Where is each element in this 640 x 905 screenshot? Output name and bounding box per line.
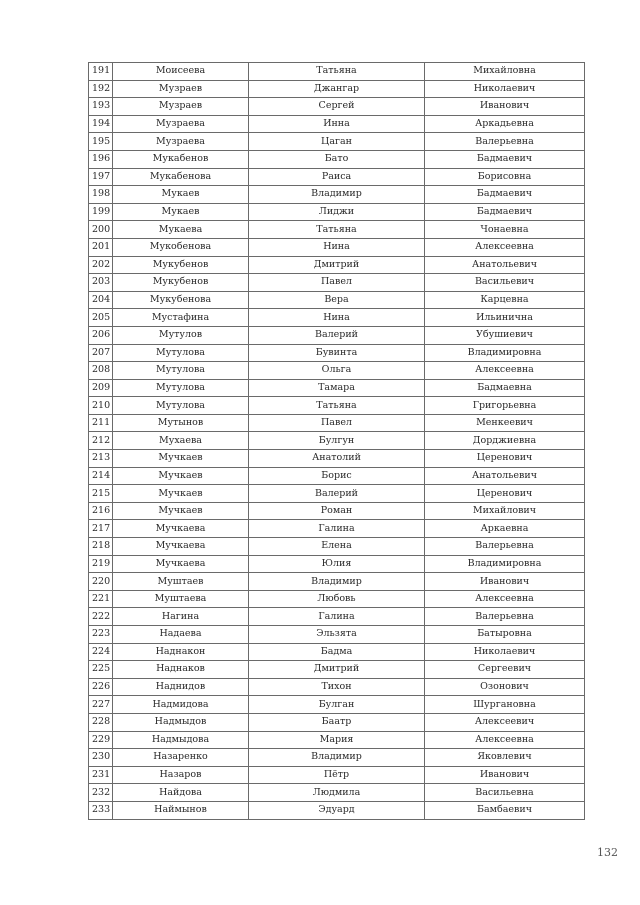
patronymic-cell: Григорьевна: [425, 397, 585, 415]
table-row: [89, 661, 585, 679]
row-number-cell: 208: [89, 362, 113, 380]
table-row: [89, 713, 585, 731]
first-name-cell: Инна: [249, 115, 425, 133]
row-number-cell: 219: [89, 555, 113, 573]
surname-cell: Мутулов: [113, 326, 249, 344]
surname-cell: Мутулова: [113, 344, 249, 362]
patronymic-cell: Бадмаевич: [425, 203, 585, 221]
row-number-cell: 209: [89, 379, 113, 397]
surname-cell: Мучкаев: [113, 450, 249, 468]
row-number-cell: 195: [89, 133, 113, 151]
patronymic-cell: Васильевич: [425, 274, 585, 292]
patronymic-cell: Бадмаевна: [425, 379, 585, 397]
surname-cell: Наймынов: [113, 801, 249, 819]
table-row: [89, 590, 585, 608]
first-name-cell: Роман: [249, 502, 425, 520]
patronymic-cell: Церенович: [425, 485, 585, 503]
row-number-cell: 203: [89, 274, 113, 292]
first-name-cell: Бадма: [249, 643, 425, 661]
first-name-cell: Павел: [249, 414, 425, 432]
table-row: [89, 98, 585, 116]
row-number-cell: 232: [89, 784, 113, 802]
table-row: [89, 115, 585, 133]
surname-cell: Мукубенов: [113, 274, 249, 292]
surname-cell: Мукаев: [113, 186, 249, 204]
surname-cell: Музраева: [113, 115, 249, 133]
first-name-cell: Эдуард: [249, 801, 425, 819]
patronymic-cell: Ильинична: [425, 309, 585, 327]
first-name-cell: Татьяна: [249, 63, 425, 81]
table-row: [89, 397, 585, 415]
first-name-cell: Эльзята: [249, 626, 425, 644]
patronymic-cell: Владимировна: [425, 555, 585, 573]
surname-cell: Мукубенов: [113, 256, 249, 274]
surname-cell: Муштаева: [113, 590, 249, 608]
row-number-cell: 213: [89, 450, 113, 468]
table-row: [89, 133, 585, 151]
first-name-cell: Баатр: [249, 713, 425, 731]
row-number-cell: 206: [89, 326, 113, 344]
names-table: [88, 62, 585, 820]
row-number-cell: 225: [89, 661, 113, 679]
row-number-cell: 218: [89, 538, 113, 556]
row-number-cell: 222: [89, 608, 113, 626]
patronymic-cell: Церенович: [425, 450, 585, 468]
row-number-cell: 207: [89, 344, 113, 362]
patronymic-cell: Менкеевич: [425, 414, 585, 432]
first-name-cell: Анатолий: [249, 450, 425, 468]
first-name-cell: Булган: [249, 696, 425, 714]
surname-cell: Музраева: [113, 133, 249, 151]
row-number-cell: 231: [89, 766, 113, 784]
names-table-body: [89, 63, 585, 820]
first-name-cell: Вера: [249, 291, 425, 309]
table-row: [89, 362, 585, 380]
surname-cell: Надмыдова: [113, 731, 249, 749]
first-name-cell: Дмитрий: [249, 256, 425, 274]
surname-cell: Мукубенова: [113, 291, 249, 309]
table-row: [89, 626, 585, 644]
patronymic-cell: Иванович: [425, 766, 585, 784]
patronymic-cell: Валерьевна: [425, 133, 585, 151]
row-number-cell: 214: [89, 467, 113, 485]
surname-cell: Мучкаева: [113, 520, 249, 538]
row-number-cell: 212: [89, 432, 113, 450]
row-number-cell: 217: [89, 520, 113, 538]
table-row: [89, 80, 585, 98]
first-name-cell: Бувинта: [249, 344, 425, 362]
patronymic-cell: Озонович: [425, 678, 585, 696]
row-number-cell: 204: [89, 291, 113, 309]
surname-cell: Мустафина: [113, 309, 249, 327]
row-number-cell: 210: [89, 397, 113, 415]
table-row: [89, 344, 585, 362]
patronymic-cell: Аркадьевна: [425, 115, 585, 133]
patronymic-cell: Бадмаевич: [425, 186, 585, 204]
table-row: [89, 168, 585, 186]
surname-cell: Наднидов: [113, 678, 249, 696]
surname-cell: Мукаева: [113, 221, 249, 239]
table-row: [89, 379, 585, 397]
first-name-cell: Тамара: [249, 379, 425, 397]
patronymic-cell: Алексеевич: [425, 713, 585, 731]
surname-cell: Мутулова: [113, 379, 249, 397]
row-number-cell: 199: [89, 203, 113, 221]
patronymic-cell: Михайловна: [425, 63, 585, 81]
surname-cell: Моисеева: [113, 63, 249, 81]
table-row: [89, 63, 585, 81]
table-row: [89, 731, 585, 749]
row-number-cell: 224: [89, 643, 113, 661]
table-row: [89, 291, 585, 309]
table-row: [89, 467, 585, 485]
patronymic-cell: Алексеевна: [425, 590, 585, 608]
patronymic-cell: Николаевич: [425, 80, 585, 98]
row-number-cell: 201: [89, 238, 113, 256]
first-name-cell: Павел: [249, 274, 425, 292]
row-number-cell: 233: [89, 801, 113, 819]
patronymic-cell: Васильевна: [425, 784, 585, 802]
row-number-cell: 205: [89, 309, 113, 327]
surname-cell: Надаева: [113, 626, 249, 644]
surname-cell: Надмыдов: [113, 713, 249, 731]
table-row: [89, 186, 585, 204]
table-row: [89, 485, 585, 503]
first-name-cell: Раиса: [249, 168, 425, 186]
patronymic-cell: Анатольевич: [425, 467, 585, 485]
row-number-cell: 221: [89, 590, 113, 608]
table-row: [89, 696, 585, 714]
table-row: [89, 678, 585, 696]
first-name-cell: Любовь: [249, 590, 425, 608]
table-row: [89, 256, 585, 274]
first-name-cell: Мария: [249, 731, 425, 749]
patronymic-cell: Батыровна: [425, 626, 585, 644]
surname-cell: Мутулова: [113, 397, 249, 415]
first-name-cell: Борис: [249, 467, 425, 485]
table-row: [89, 766, 585, 784]
surname-cell: Найдова: [113, 784, 249, 802]
table-row: [89, 203, 585, 221]
first-name-cell: Цаган: [249, 133, 425, 151]
patronymic-cell: Аркаевна: [425, 520, 585, 538]
table-row: [89, 643, 585, 661]
first-name-cell: Дмитрий: [249, 661, 425, 679]
row-number-cell: 220: [89, 573, 113, 591]
table-row: [89, 274, 585, 292]
table-row: [89, 555, 585, 573]
surname-cell: Назаренко: [113, 749, 249, 767]
surname-cell: Мучкаев: [113, 502, 249, 520]
table-row: [89, 238, 585, 256]
first-name-cell: Татьяна: [249, 221, 425, 239]
surname-cell: Мукаев: [113, 203, 249, 221]
table-row: [89, 608, 585, 626]
first-name-cell: Нина: [249, 238, 425, 256]
patronymic-cell: Алексеевна: [425, 731, 585, 749]
row-number-cell: 194: [89, 115, 113, 133]
surname-cell: Мукабенов: [113, 150, 249, 168]
patronymic-cell: Убушиевич: [425, 326, 585, 344]
row-number-cell: 229: [89, 731, 113, 749]
first-name-cell: Галина: [249, 608, 425, 626]
table-row: [89, 502, 585, 520]
first-name-cell: Джангар: [249, 80, 425, 98]
page-number: 132: [597, 846, 618, 859]
first-name-cell: Сергей: [249, 98, 425, 116]
surname-cell: Мучкаева: [113, 555, 249, 573]
patronymic-cell: Анатольевич: [425, 256, 585, 274]
row-number-cell: 215: [89, 485, 113, 503]
row-number-cell: 198: [89, 186, 113, 204]
first-name-cell: Юлия: [249, 555, 425, 573]
surname-cell: Мучкаева: [113, 538, 249, 556]
table-row: [89, 326, 585, 344]
first-name-cell: Владимир: [249, 749, 425, 767]
table-row: [89, 801, 585, 819]
surname-cell: Мучкаев: [113, 467, 249, 485]
table-row: [89, 450, 585, 468]
row-number-cell: 226: [89, 678, 113, 696]
row-number-cell: 202: [89, 256, 113, 274]
first-name-cell: Валерий: [249, 326, 425, 344]
row-number-cell: 193: [89, 98, 113, 116]
surname-cell: Нагина: [113, 608, 249, 626]
patronymic-cell: Михайлович: [425, 502, 585, 520]
table-row: [89, 432, 585, 450]
first-name-cell: Елена: [249, 538, 425, 556]
first-name-cell: Владимир: [249, 573, 425, 591]
row-number-cell: 197: [89, 168, 113, 186]
surname-cell: Мутулова: [113, 362, 249, 380]
row-number-cell: 191: [89, 63, 113, 81]
surname-cell: Наднакон: [113, 643, 249, 661]
patronymic-cell: Чонаевна: [425, 221, 585, 239]
first-name-cell: Нина: [249, 309, 425, 327]
patronymic-cell: Иванович: [425, 573, 585, 591]
patronymic-cell: Валерьевна: [425, 538, 585, 556]
patronymic-cell: Сергеевич: [425, 661, 585, 679]
row-number-cell: 227: [89, 696, 113, 714]
first-name-cell: Ольга: [249, 362, 425, 380]
first-name-cell: Валерий: [249, 485, 425, 503]
patronymic-cell: Бадмаевич: [425, 150, 585, 168]
patronymic-cell: Бамбаевич: [425, 801, 585, 819]
row-number-cell: 196: [89, 150, 113, 168]
row-number-cell: 200: [89, 221, 113, 239]
table-row: [89, 520, 585, 538]
surname-cell: Мухаева: [113, 432, 249, 450]
first-name-cell: Тихон: [249, 678, 425, 696]
row-number-cell: 216: [89, 502, 113, 520]
surname-cell: Музраев: [113, 98, 249, 116]
first-name-cell: Татьяна: [249, 397, 425, 415]
table-row: [89, 573, 585, 591]
row-number-cell: 230: [89, 749, 113, 767]
patronymic-cell: Алексеевна: [425, 362, 585, 380]
table-row: [89, 784, 585, 802]
first-name-cell: Лиджи: [249, 203, 425, 221]
table-row: [89, 749, 585, 767]
row-number-cell: 211: [89, 414, 113, 432]
first-name-cell: Бато: [249, 150, 425, 168]
patronymic-cell: Владимировна: [425, 344, 585, 362]
patronymic-cell: Дорджиевна: [425, 432, 585, 450]
surname-cell: Надмидова: [113, 696, 249, 714]
first-name-cell: Булгун: [249, 432, 425, 450]
table-row: [89, 538, 585, 556]
patronymic-cell: Николаевич: [425, 643, 585, 661]
table-row: [89, 309, 585, 327]
surname-cell: Мукобенова: [113, 238, 249, 256]
table-row: [89, 221, 585, 239]
surname-cell: Наднаков: [113, 661, 249, 679]
first-name-cell: Галина: [249, 520, 425, 538]
first-name-cell: Людмила: [249, 784, 425, 802]
surname-cell: Назаров: [113, 766, 249, 784]
patronymic-cell: Борисовна: [425, 168, 585, 186]
first-name-cell: Владимир: [249, 186, 425, 204]
table-row: [89, 414, 585, 432]
patronymic-cell: Иванович: [425, 98, 585, 116]
patronymic-cell: Шургановна: [425, 696, 585, 714]
patronymic-cell: Алексеевна: [425, 238, 585, 256]
first-name-cell: Пётр: [249, 766, 425, 784]
row-number-cell: 228: [89, 713, 113, 731]
patronymic-cell: Валерьевна: [425, 608, 585, 626]
table-row: [89, 150, 585, 168]
surname-cell: Мутынов: [113, 414, 249, 432]
row-number-cell: 192: [89, 80, 113, 98]
row-number-cell: 223: [89, 626, 113, 644]
surname-cell: Муштаев: [113, 573, 249, 591]
patronymic-cell: Яковлевич: [425, 749, 585, 767]
surname-cell: Мукабенова: [113, 168, 249, 186]
surname-cell: Музраев: [113, 80, 249, 98]
patronymic-cell: Карцевна: [425, 291, 585, 309]
surname-cell: Мучкаев: [113, 485, 249, 503]
